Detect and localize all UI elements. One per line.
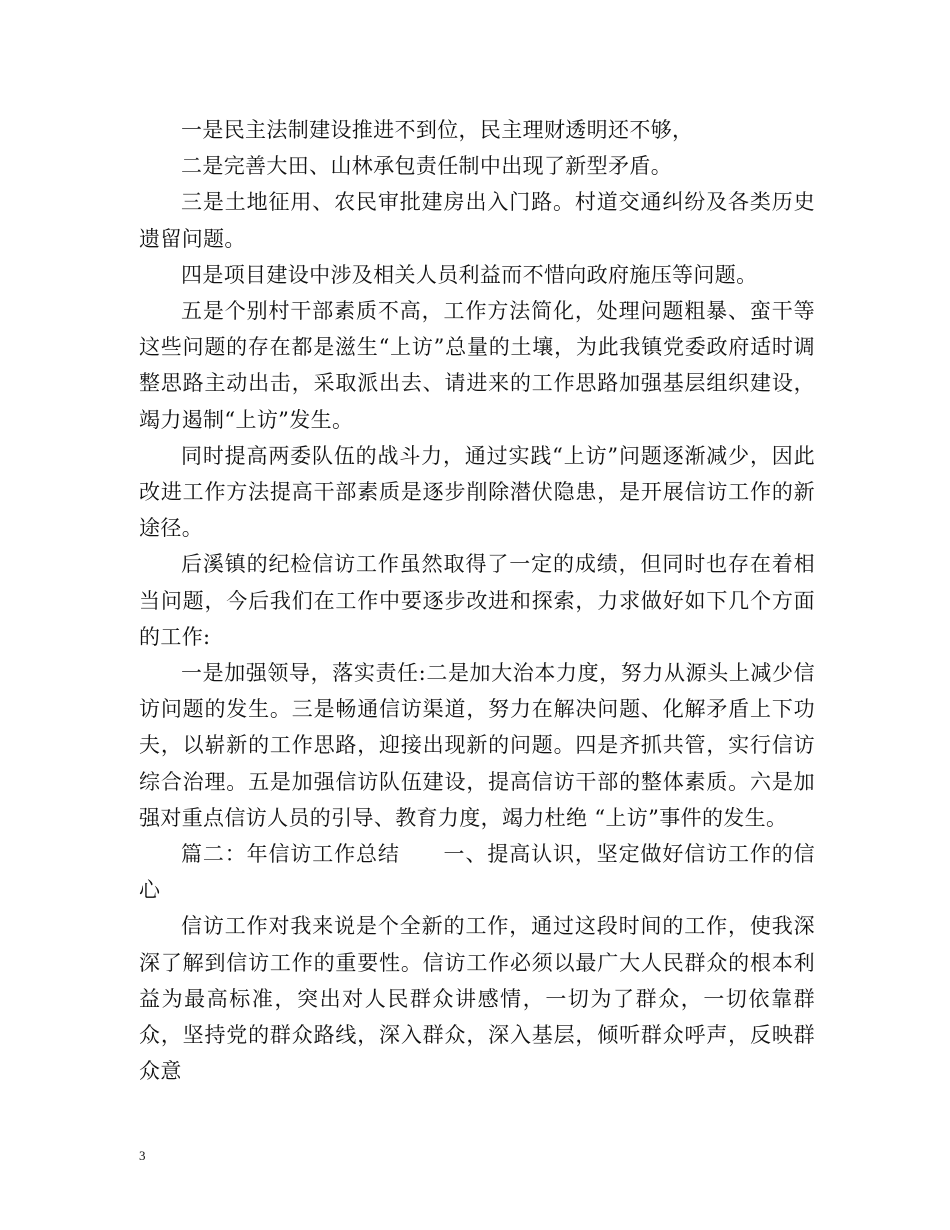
paragraph: 同时提高两委队伍的战斗力，通过实践“上访”问题逐渐减少，因此改进工作方法提高干部素质是逐步削除潜伏隐患，是开展信访工作的新途径。	[139, 443, 815, 541]
body-text	[139, 112, 815, 1089]
paragraph: 二是完善大田、山林承包责任制中出现了新型矛盾。	[181, 154, 673, 179]
paragraph: 后溪镇的纪检信访工作虽然取得了一定的成绩，但同时也存在着相当问题，今后我们在工作中要逐步改进和探索，力求做好如下几个方面的工作:	[139, 552, 815, 649]
paragraph: 一是加强领导，落实责任:二是加大治本力度，努力从源头上减少信访问题的发生。三是畅通信访渠道，努力在解决问题、化解矛盾上下功夫，以崭新的工作思路，迎接出现新的问题。四是齐抓共管，实行信访综合治理。五是加强信访队伍建设，提高信访干部的整体素质。六是加强对重点信访人员的引导、教育力度，竭力杜绝 “上访”事件的发生。	[139, 661, 815, 830]
paragraph: 信访工作对我来说是个全新的工作，通过这段时间的工作，使我深深了解到信访工作的重要性。信访工作必须以最广大人民群众的根本利益为最高标准，突出对人民群众讲感情，一切为了群众，一切依靠群众，坚持党的群众路线，深入群众，深入基层，倾听群众呼声，反映群众意	[139, 914, 815, 1084]
page-number: 3	[139, 1148, 146, 1163]
paragraph: 五是个别村干部素质不高，工作方法简化，处理问题粗暴、蛮干等这些问题的存在都是滋生“上访”总量的土壤，为此我镇党委政府适时调整思路主动出击，采取派出去、请进来的工作思路加强基层组织建设，竭力遏制“上访”发生。	[139, 299, 815, 432]
paragraph: 三是土地征用、农民审批建房出入门路。村道交通纠纷及各类历史遗留问题。	[139, 190, 815, 251]
section-heading-paragraph: 篇二：年信访工作总结 一、提高认识，坚定做好信访工作的信心	[139, 842, 815, 903]
paragraph: 四是项目建设中涉及相关人员利益而不惜向政府施压等问题。	[181, 262, 758, 287]
paragraph: 一是民主法制建设推进不到位，民主理财透明还不够，	[181, 118, 694, 142]
